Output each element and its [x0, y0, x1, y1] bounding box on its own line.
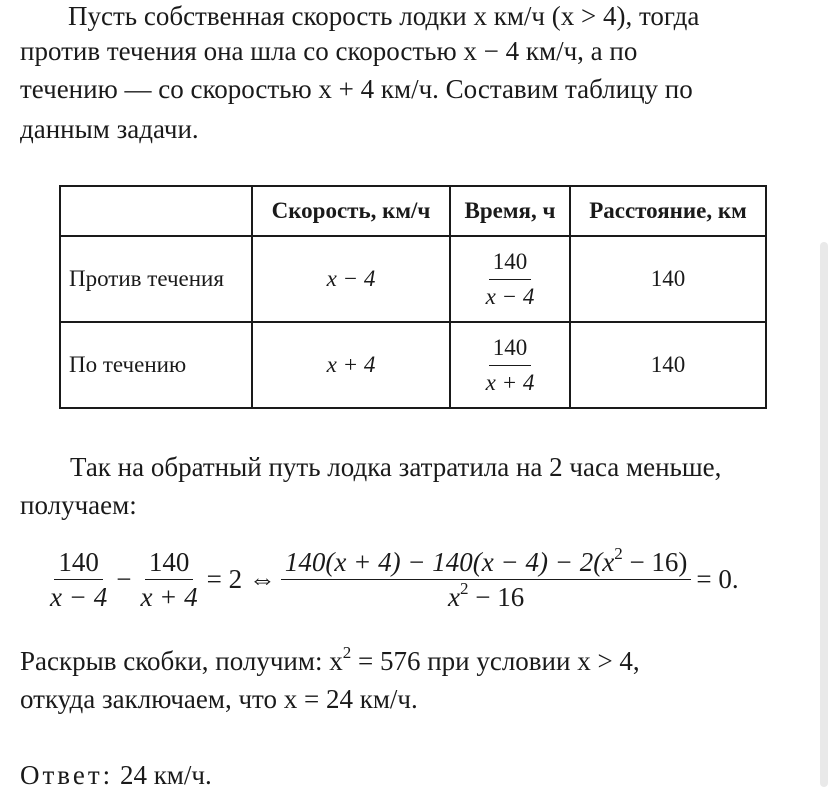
numerator-part: 140(x + 4) − 140(x − 4) − 2(x — [284, 547, 615, 577]
equation — [46, 544, 744, 612]
speed-cell: x + 4 — [252, 322, 450, 408]
fraction-denominator: x − 4 — [50, 582, 108, 612]
minus-sign: − — [116, 564, 132, 594]
answer-label: Ответ: — [20, 760, 114, 790]
fraction-numerator: 140 — [489, 334, 532, 366]
denominator-part: − 16 — [468, 582, 525, 612]
table-header-distance: Расстояние, км — [570, 186, 766, 236]
speed-cell: x − 4 — [252, 236, 450, 322]
time-cell — [450, 322, 570, 408]
table-row — [60, 322, 766, 408]
time-fraction — [482, 248, 539, 311]
fraction-denominator — [444, 580, 528, 611]
paragraph1-line2: против течения она шла со скоростью x − 4 км/ч, а по — [20, 36, 638, 66]
fraction-denominator: x − 4 — [485, 283, 535, 309]
row-label: По течению — [60, 322, 252, 408]
fraction-denominator: x + 4 — [140, 582, 198, 612]
paragraph3-text: = 576 при условии x > 4, — [351, 646, 640, 676]
exponent: 2 — [342, 643, 352, 662]
time-fraction — [482, 334, 539, 397]
equals-two: = 2 ⇔ — [206, 564, 276, 594]
answer-line — [20, 760, 212, 790]
equation-fraction-2 — [136, 548, 201, 611]
fraction-numerator: 140 — [54, 548, 103, 580]
answer-value: 24 км/ч. — [119, 760, 212, 790]
table-header-time: Время, ч — [450, 186, 570, 236]
denominator-part: x — [448, 582, 461, 612]
fraction-denominator: x + 4 — [485, 369, 535, 395]
paragraph3-text: Раскрыв скобки, получим: x — [20, 646, 343, 676]
table-header-empty — [60, 186, 252, 236]
table-row — [60, 236, 766, 322]
exponent: 2 — [614, 544, 623, 563]
distance-cell: 140 — [570, 322, 766, 408]
equation-fraction-1 — [46, 548, 111, 611]
paragraph3-line2: откуда заключаем, что x = 24 км/ч. — [20, 684, 418, 714]
paragraph3-line1 — [20, 643, 640, 676]
paragraph1-line4: данным задачи. — [20, 114, 199, 144]
paragraph2-line1: Так на обратный путь лодка затратила на 2 часа меньше, — [70, 452, 722, 482]
paragraph2-line2: получаем: — [20, 490, 137, 520]
fraction-numerator: 140 — [489, 248, 532, 280]
data-table — [59, 185, 767, 409]
table-header-row — [60, 186, 766, 236]
numerator-part: − 16) — [622, 547, 688, 577]
time-cell — [450, 236, 570, 322]
equals-zero: = 0. — [696, 564, 739, 594]
fraction-numerator: 140 — [145, 548, 194, 580]
exponent: 2 — [460, 579, 469, 598]
paragraph1-line1: Пусть собственная скорость лодки x км/ч (x > 4), тогда — [68, 1, 700, 31]
paragraph1-line3: течению — со скоростью x + 4 км/ч. Составим таблицу по — [20, 74, 693, 104]
fraction-numerator — [281, 544, 692, 580]
table-header-speed: Скорость, км/ч — [252, 186, 450, 236]
distance-cell: 140 — [570, 236, 766, 322]
row-label: Против течения — [60, 236, 252, 322]
equation-fraction-3 — [281, 544, 692, 612]
scrollbar[interactable] — [820, 242, 828, 787]
